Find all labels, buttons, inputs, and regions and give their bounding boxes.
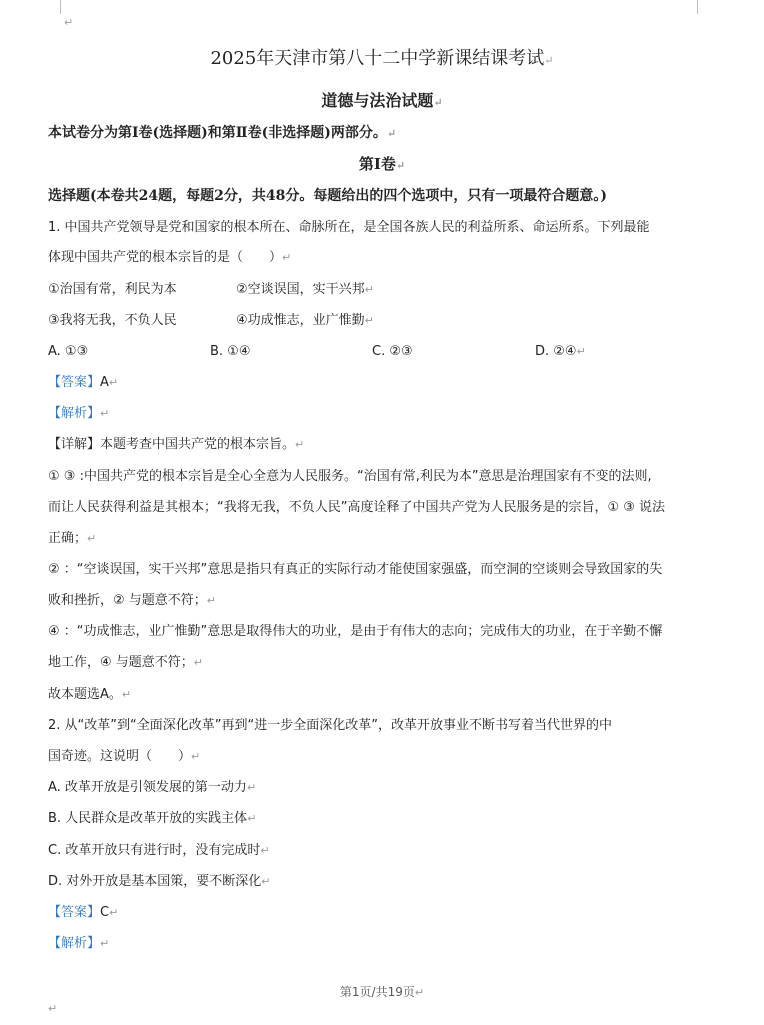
q1-stem-line2: 体现中国共产党的根本宗旨的是（ ）↵ (48, 250, 292, 265)
q2-analysis-tag: 【解析】↵ (48, 936, 110, 951)
q1-explain-3-line2: 地工作，④ 与题意不符；↵ (48, 655, 204, 670)
q1-explain-2-line2: 败和挫折，② 与题意不符；↵ (48, 593, 217, 608)
q2-option-c: C. 改革开放只有进行时，没有完成时↵ (48, 843, 270, 858)
page-corner-mark-right (697, 0, 710, 14)
q1-explain-2-line1: ② ：“空谈误国，实干兴邦”意思是指只有真正的实际行动才能使国家强盛，而空洞的空谈则会导致国家的失 (48, 562, 663, 577)
q1-option-d: D. ②④↵ (535, 344, 586, 359)
q1-conclusion: 故本题选A。↵ (48, 687, 132, 702)
section-instruction: 选择题(本卷共24题，每题2分，共48分。每题给出的四个选项中，只有一项最符合题意。) (48, 188, 607, 204)
page-footer: 第1页/共19页↵ (339, 985, 425, 999)
q1-analysis-tag: 【解析】↵ (48, 406, 110, 421)
q1-item-2: ②空谈误国，实干兴邦↵ (236, 282, 374, 297)
q1-option-a: A. ①③ (48, 344, 89, 359)
paragraph-mark-bottom: ↵ (48, 1002, 58, 1015)
q1-option-c: C. ②③ (372, 344, 413, 359)
q1-detail: 【详解】本题考查中国共产党的根本宗旨。↵ (48, 437, 305, 452)
part-heading: 第Ⅰ卷↵ (358, 155, 406, 173)
q2-stem-line1: 2. 从“改革”到“全面深化改革”再到“进一步全面深化改革”，改革开放事业不断书写着当代世界的中 (48, 718, 612, 733)
q1-option-b: B. ①④ (210, 344, 251, 359)
paragraph-mark: ↵ (64, 16, 74, 29)
page-corner-mark-left (48, 0, 61, 14)
q1-stem-line1: 1. 中国共产党领导是党和国家的根本所在、命脉所在，是全国各族人民的利益所系、命运所系。下列最能 (48, 220, 650, 235)
q1-explain-3-line1: ④ ：“功成惟志，业广惟勤”意思是取得伟大的功业，是由于有伟大的志向；完成伟大的功业，在于辛勤不懈 (48, 624, 663, 639)
q1-explain-1-line2: 而让人民获得利益是其根本；“我将无我，不负人民”高度诠释了中国共产党为人民服务是的宗旨，① ③ 说法 (48, 500, 666, 515)
q2-option-b: B. 人民群众是改革开放的实践主体↵ (48, 811, 257, 826)
q2-answer: 【答案】C↵ (48, 905, 119, 920)
q1-explain-1-line3: 正确；↵ (48, 531, 97, 546)
q1-item-1: ①治国有常，利民为本 (48, 282, 177, 297)
document-title: 2025年天津市第八十二中学新课结课考试↵ (210, 48, 554, 69)
subject-title: 道德与法治试题↵ (321, 91, 443, 110)
q1-item-4: ④功成惟志，业广惟勤↵ (236, 313, 374, 328)
q1-explain-1-line1: ① ③ :中国共产党的根本宗旨是全心全意为人民服务。“治国有常,利民为本”意思是治理国家有不变的法则, (48, 469, 652, 484)
q2-option-a: A. 改革开放是引领发展的第一动力↵ (48, 780, 257, 795)
q2-option-d: D. 对外开放是基本国策，要不断深化↵ (48, 874, 271, 889)
q1-item-3: ③我将无我，不负人民 (48, 313, 177, 328)
exam-intro: 本试卷分为第Ⅰ卷(选择题)和第Ⅱ卷(非选择题)两部分。↵ (48, 125, 397, 141)
q2-stem-line2: 国奇迹。这说明（ ）↵ (48, 749, 201, 764)
q1-answer: 【答案】A↵ (48, 375, 119, 390)
